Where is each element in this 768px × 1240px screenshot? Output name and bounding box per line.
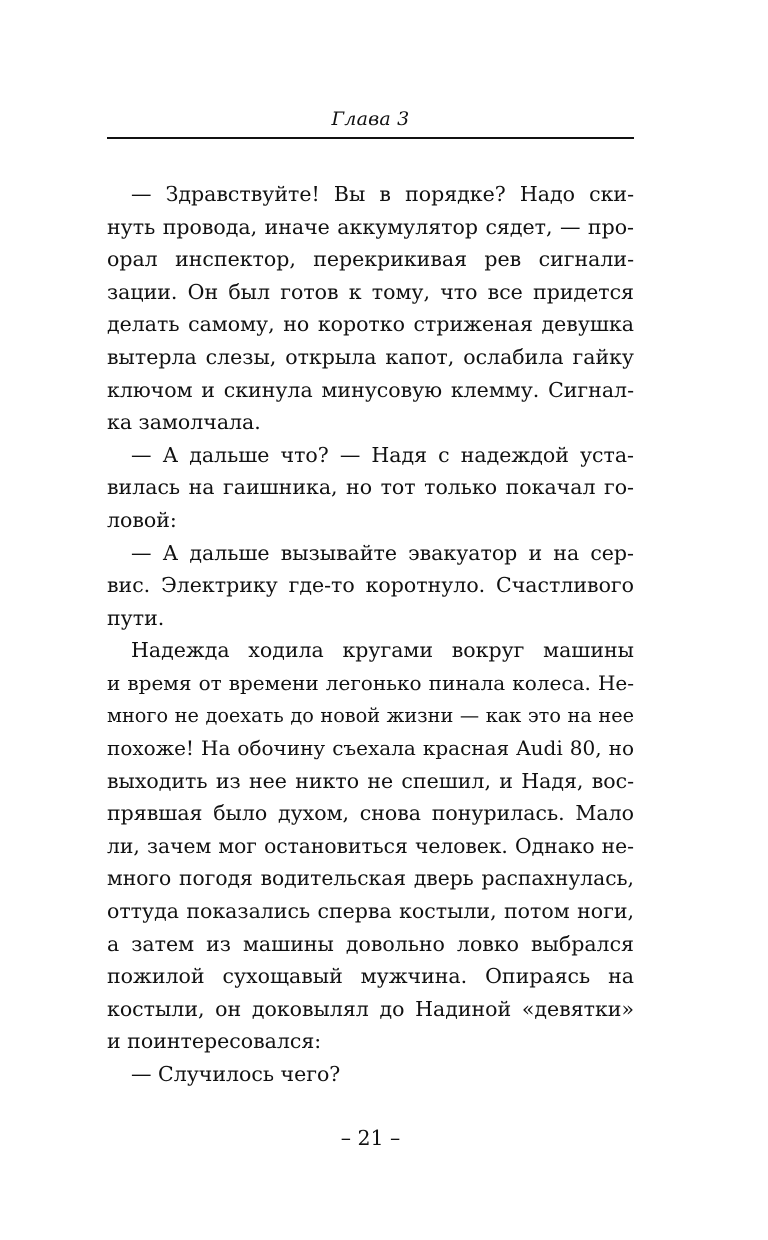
text-line: и поинтересовался: <box>107 1029 322 1054</box>
text-line: вытерла слезы, открыла капот, ослабила гайку <box>107 344 634 369</box>
text-line: много погодя водительская дверь распахнулась, <box>107 866 634 891</box>
page-number: – 21 – <box>340 1126 401 1150</box>
text-line: ключом и скинула минусовую клемму. Сигнал- <box>107 377 634 402</box>
text-line: зации. Он был готов к тому, что все придется <box>107 279 634 304</box>
text-line: ли, зачем мог остановиться человек. Однако не- <box>107 833 634 858</box>
text-line: нуть провода, иначе аккумулятор сядет, — про- <box>107 214 634 239</box>
text-line: делать самому, но коротко стриженая девушка <box>107 312 634 337</box>
text-line: и время от времени легонько пинала колеса. Не- <box>107 670 634 695</box>
text-line: — Случилось чего? <box>131 1062 341 1087</box>
text-line: выходить из нее никто не спешил, и Надя, вос- <box>107 768 634 793</box>
text-line: пути. <box>107 605 165 630</box>
text-line: орал инспектор, перекрикивая рев сигнали- <box>107 247 634 272</box>
text-line: — Здравствуйте! Вы в порядке? Надо ски- <box>131 182 634 206</box>
text-line: — А дальше вызывайте эвакуатор и на сер- <box>131 540 634 565</box>
body-text <box>107 178 634 1091</box>
running-head: Глава 3 <box>331 108 410 130</box>
text-line: Надежда ходила кругами вокруг машины <box>131 638 634 663</box>
text-line: похоже! На обочину съехала красная Audi 80, но <box>107 736 634 761</box>
text-line: вис. Электрику где-то коротнуло. Счастливого <box>107 573 634 598</box>
text-line: прявшая было духом, снова понурилась. Мало <box>107 801 634 826</box>
text-line: ка замолчала. <box>107 410 261 435</box>
text-line: — А дальше что? — Надя с надеждой уста- <box>131 442 634 467</box>
text-line: ловой: <box>107 507 177 532</box>
header-rule <box>107 137 634 139</box>
text-line: много не доехать до новой жизни — как это на нее <box>107 703 634 727</box>
text-line: пожилой сухощавый мужчина. Опираясь на <box>107 964 634 989</box>
text-line: а затем из машины довольно ловко выбрался <box>107 931 634 956</box>
text-line: костыли, он доковылял до Надиной «девятки» <box>107 996 634 1021</box>
text-line: вилась на гаишника, но тот только покачал го- <box>107 475 634 500</box>
text-line: оттуда показались сперва костыли, потом ноги, <box>107 899 634 924</box>
